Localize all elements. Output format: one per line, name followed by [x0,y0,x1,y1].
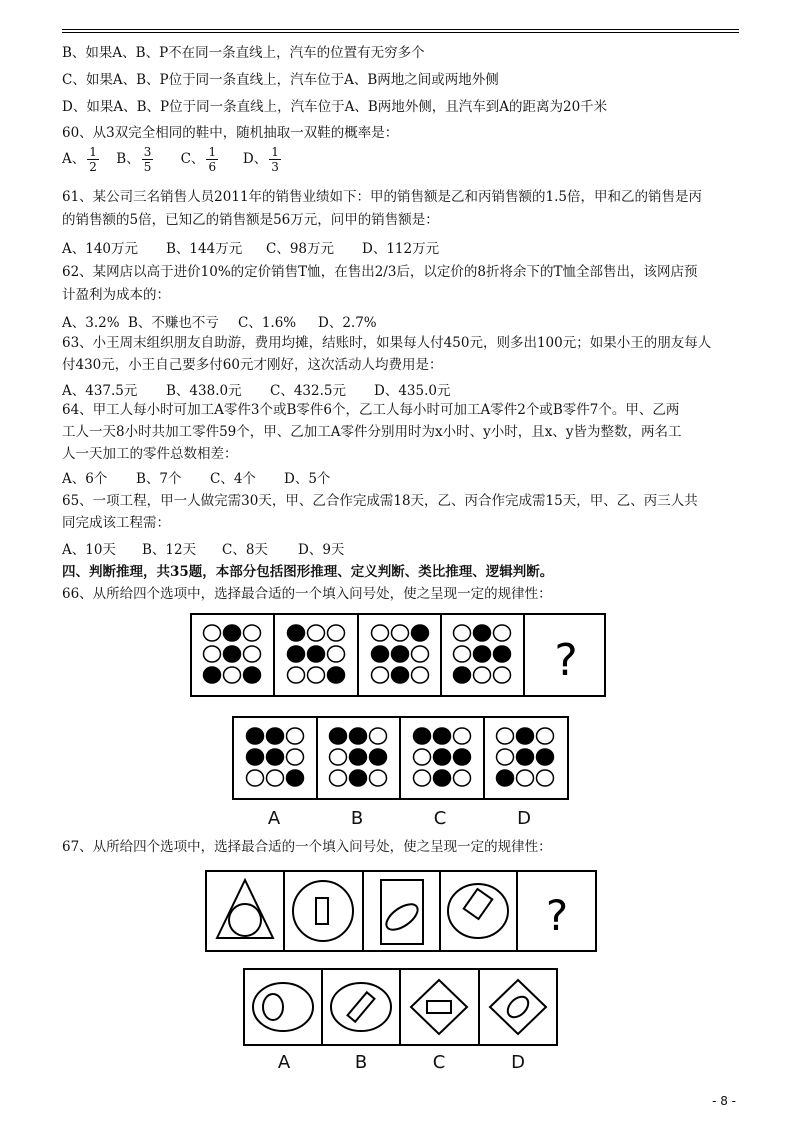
hollow-dot [454,646,471,662]
q66-answer-figure [232,716,572,802]
hollow-dot [267,770,284,786]
hollow-dot [454,625,471,641]
q63-option-b: B、438.0元 [166,383,242,399]
q66-answer-label-b[interactable]: B [350,808,364,829]
q64-option-a: A、6个 [62,471,108,487]
filled-dot [287,770,304,786]
filled-dot [288,646,305,662]
q66-answer-label-d[interactable]: D [517,808,531,829]
hollow-dot [414,770,431,786]
filled-dot [434,749,451,765]
q65-options [62,538,344,558]
hollow-dot [308,667,325,683]
hollow-dot [454,728,471,744]
section-4-heading: 四、判断推理，共35题，本部分包括图形推理、定义判断、类比推理、逻辑判断。 [62,564,554,580]
q60-option-b: B、 $\frac{3}{5}$ [116,145,152,174]
q67-answer-figure [243,968,561,1048]
q64-stem-line3: 人一天加工的零件总数相差： [62,446,238,462]
hollow-dot [370,770,387,786]
filled-dot [537,749,554,765]
q62-options [62,311,377,331]
header-rule [62,29,739,30]
hollow-dot [537,770,554,786]
q67-answer-label-d[interactable]: D [511,1052,525,1073]
q60-stem: 60、从3双完全相同的鞋中，随机抽取一双鞋的概率是： [62,125,399,141]
hollow-dot [247,770,264,786]
q67-question-mark: ? [545,891,569,940]
q67-answer-label-c[interactable]: C [432,1052,446,1073]
filled-dot [392,667,409,683]
filled-dot [494,646,511,662]
filled-dot [392,646,409,662]
q64-options [62,467,330,487]
hollow-dot [328,625,345,641]
filled-dot [350,770,367,786]
filled-dot [414,728,431,744]
q67-circle-rectangle-shape [293,881,353,941]
hollow-dot [370,728,387,744]
q67-question-figure [205,870,600,954]
q65-option-a: A、10天 [62,542,116,558]
hollow-dot [497,749,514,765]
hollow-dot [474,667,491,683]
hollow-dot [224,667,241,683]
q67-option-b-shape [331,983,391,1031]
q62-option-b: B、不赚也不亏 [128,315,219,331]
hollow-dot [497,728,514,744]
q67-ellipse-tilted-rectangle-shape [448,884,508,938]
q63-stem-line1: 63、小王周末组织朋友自助游，费用均摊，结账时，如果每人付450元，则多出100元；如果小王的朋友每人 [62,335,712,351]
hollow-dot [204,625,221,641]
filled-dot [412,625,429,641]
filled-dot [288,625,305,641]
q61-option-c: C、98万元 [266,241,335,257]
filled-dot [497,770,514,786]
q64-option-c: C、4个 [210,471,256,487]
q60-option-d: D、 $\frac{1}{3}$ [242,145,279,174]
q66-answer-label-a[interactable]: A [267,808,281,829]
q66-stem: 66、从所给四个选项中，选择最合适的一个填入问号处，使之呈现一定的规律性： [62,586,552,602]
q62-stem-line1: 62、某网店以高于进价10%的定价销售T恤，在售出2/3后，以定价的8折将余下的T恤全部售出，该网店预 [62,264,698,280]
q61-stem-line1: 61、某公司三名销售人员2011年的销售业绩如下：甲的销售额是乙和丙销售额的1.5倍，甲和乙的销售是丙 [62,189,703,205]
hollow-dot [537,728,554,744]
q61-stem-line2: 的销售额的5倍，已知乙的销售额是56万元，问甲的销售额是： [62,212,439,228]
q66-question-mark: ? [554,635,578,686]
filled-dot [224,646,241,662]
hollow-dot [330,749,347,765]
q67-option-a-shape [253,983,313,1031]
filled-dot [244,667,261,683]
q63-stem-line2: 付430元，小王自己要多付60元才刚好，这次活动人均费用是： [62,357,443,373]
filled-dot [308,646,325,662]
filled-dot [330,728,347,744]
q67-rectangle-ellipse-shape [381,880,423,944]
q59-option-b: B、如果A、B、P不在同一条直线上，汽车的位置有无穷多个 [62,45,425,61]
header-rule-thin [62,32,739,33]
q60-option-a: A、 $\frac{1}{2}$ [62,145,97,174]
q66-question-figure [190,613,610,699]
filled-dot [517,728,534,744]
hollow-dot [308,625,325,641]
filled-dot [454,749,471,765]
hollow-dot [414,749,431,765]
q62-option-d: D、2.7% [318,315,377,331]
filled-dot [474,625,491,641]
filled-dot [350,749,367,765]
q59-option-d: D、如果A、B、P位于同一条直线上，汽车位于A、B两地外侧，且汽车到A的距离为20千米 [62,99,608,115]
q60-options [62,146,283,173]
q64-option-b: B、7个 [136,471,182,487]
q64-stem-line1: 64、甲工人每小时可加工A零件3个或B零件6个，乙工人每小时可加工A零件2个或B零件7个。甲、乙两 [62,402,680,418]
filled-dot [474,646,491,662]
q65-stem-line1: 65、一项工程，甲一人做完需30天，甲、乙合作完成需18天，乙、丙合作完成需15天，甲、乙、丙三人共 [62,493,698,509]
hollow-dot [494,625,511,641]
q64-option-d: D、5个 [284,471,331,487]
filled-dot [247,749,264,765]
filled-dot [517,749,534,765]
q64-stem-line2: 工人一天8小时共加工零件59个，甲、乙加工A零件分别用时为x小时、y小时，且x、y皆为整数，两名工 [62,424,682,440]
q63-options [62,379,450,399]
hollow-dot [244,646,261,662]
q67-triangle-circle-shape [217,880,273,938]
filled-dot [328,667,345,683]
filled-dot [434,728,451,744]
filled-dot [267,728,284,744]
q62-stem-line2: 计盈利为成本的： [62,287,170,303]
q60-option-c: C、 $\frac{1}{6}$ [180,145,217,174]
q62-option-c: C、1.6% [238,315,297,331]
q65-option-b: B、12天 [142,542,197,558]
q67-stem: 67、从所给四个选项中，选择最合适的一个填入问号处，使之呈现一定的规律性： [62,839,552,855]
hollow-dot [244,625,261,641]
filled-dot [434,770,451,786]
hollow-dot [412,667,429,683]
q63-option-d: D、435.0元 [374,383,451,399]
q63-option-c: C、432.5元 [270,383,346,399]
filled-dot [224,625,241,641]
hollow-dot [288,667,305,683]
q61-option-d: D、112万元 [362,241,440,257]
hollow-dot [454,770,471,786]
hollow-dot [372,625,389,641]
q62-option-a: A、3.2% [62,315,120,331]
filled-dot [204,667,221,683]
hollow-dot [412,646,429,662]
hollow-dot [392,625,409,641]
hollow-dot [494,667,511,683]
filled-dot [372,646,389,662]
q67-answer-label-b[interactable]: B [354,1052,368,1073]
q67-option-d-shape [490,980,546,1034]
q65-option-d: D、9天 [298,542,345,558]
q67-answer-label-a[interactable]: A [277,1052,291,1073]
hollow-dot [204,646,221,662]
filled-dot [267,749,284,765]
q65-stem-line2: 同完成该工程需： [62,515,170,531]
hollow-dot [287,728,304,744]
page-number: - 8 - [712,1094,736,1108]
q59-option-c: C、如果A、B、P位于同一条直线上，汽车位于A、B两地之间或两地外侧 [62,72,499,88]
filled-dot [370,749,387,765]
filled-dot [454,667,471,683]
hollow-dot [287,749,304,765]
hollow-dot [330,770,347,786]
hollow-dot [517,770,534,786]
hollow-dot [372,667,389,683]
filled-dot [350,728,367,744]
filled-dot [247,728,264,744]
q61-option-a: A、140万元 [62,241,139,257]
q61-option-b: B、144万元 [166,241,243,257]
q65-option-c: C、8天 [222,542,268,558]
q67-option-c-shape [411,980,467,1034]
q63-option-a: A、437.5元 [62,383,138,399]
hollow-dot [328,646,345,662]
q66-answer-label-c[interactable]: C [433,808,447,829]
q61-options [62,237,439,257]
